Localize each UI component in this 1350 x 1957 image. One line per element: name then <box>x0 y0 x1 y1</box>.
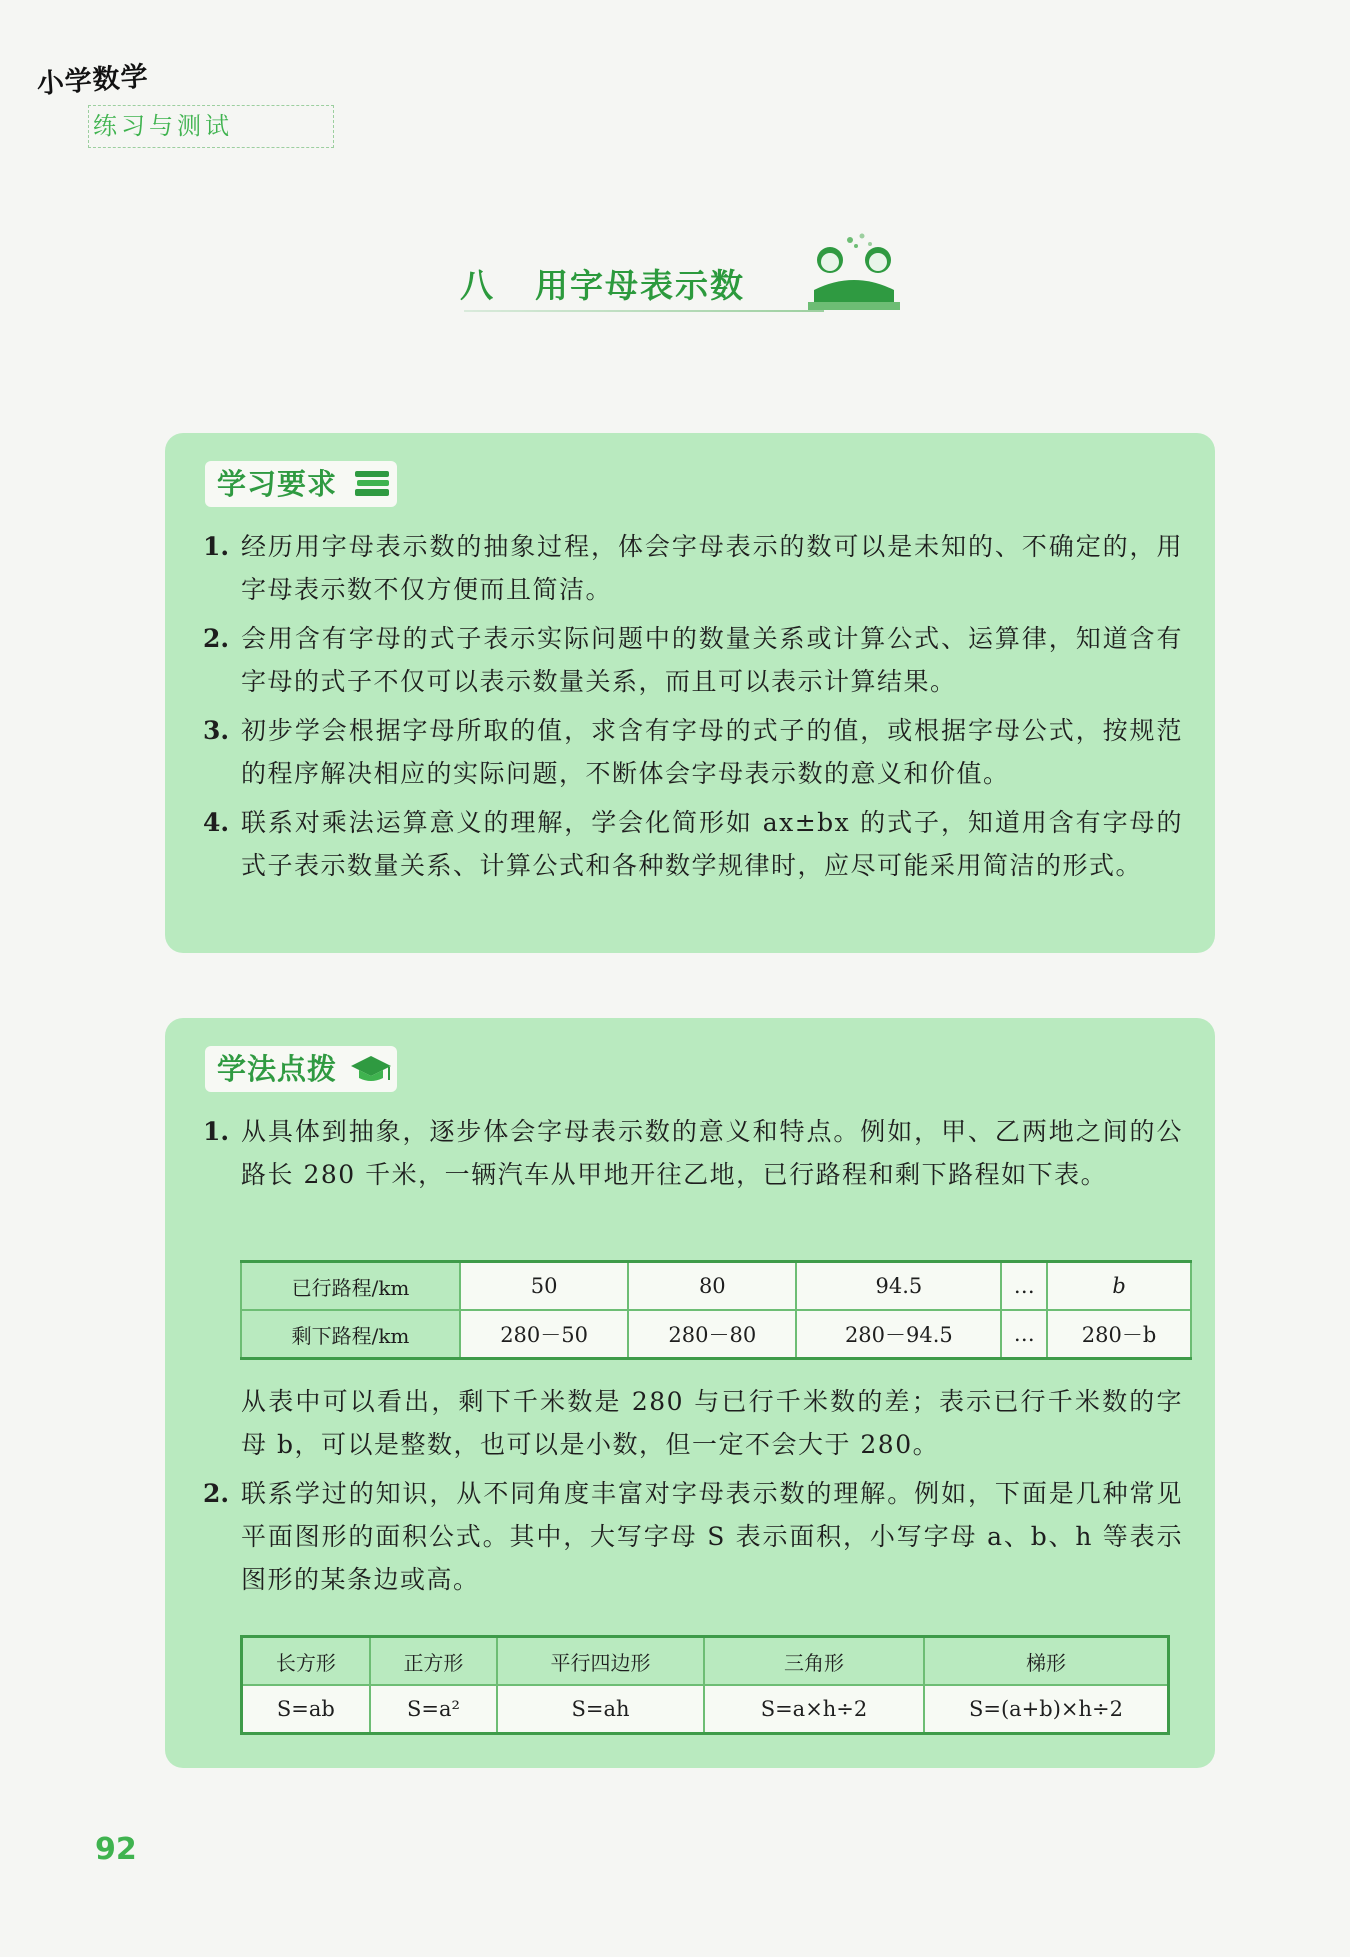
table-cell: … <box>1001 1262 1047 1311</box>
table-cell: 94.5 <box>796 1262 1001 1311</box>
formula-cell: S=ah <box>497 1685 704 1734</box>
item-number: 2. <box>203 624 230 653</box>
formula-cell: S=(a+b)×h÷2 <box>924 1685 1169 1734</box>
item-number: 1. <box>203 532 230 561</box>
list-item <box>203 801 1183 887</box>
item-number: 4. <box>203 808 230 837</box>
tag-label: 学习要求 <box>217 467 338 501</box>
list-item <box>203 525 1183 611</box>
series-subtitle: 练习与测试 <box>88 105 334 148</box>
table-row <box>242 1685 1169 1734</box>
formula-cell: S=ab <box>242 1685 370 1734</box>
chapter-heading <box>460 240 930 314</box>
item-text: 初步学会根据字母所取的值，求含有字母的式子的值，或根据字母公式，按规范的程序解决相应的实际问题，不断体会字母表示数的意义和价值。 <box>241 716 1183 788</box>
item-text: 联系学过的知识，从不同角度丰富对字母表示数的理解。例如，下面是几种常见平面图形的面积公式。其中，大写字母 S 表示面积，小写字母 a、b、h 等表示图形的某条边或高。 <box>241 1479 1183 1594</box>
book-icon <box>353 467 393 501</box>
chapter-underline <box>464 310 824 312</box>
table-cell: 280－80 <box>628 1310 796 1359</box>
shape-header: 正方形 <box>370 1637 497 1686</box>
area-formula-table <box>240 1635 1170 1735</box>
formula-cell: S=a×h÷2 <box>704 1685 924 1734</box>
series-title: 小学数学 <box>35 61 150 101</box>
list-item <box>203 709 1183 795</box>
chapter-title <box>460 260 745 307</box>
list-item <box>203 1472 1183 1601</box>
distance-table <box>240 1260 1192 1360</box>
tips-list-continued <box>203 1380 1183 1607</box>
shape-header: 三角形 <box>704 1637 924 1686</box>
table-header-row <box>242 1637 1169 1686</box>
table-cell: 80 <box>628 1262 796 1311</box>
tag-label: 学法点拨 <box>217 1052 338 1086</box>
table-row <box>241 1310 1191 1359</box>
learning-requirements-tag <box>205 461 397 507</box>
study-tips-tag <box>205 1046 397 1092</box>
requirements-list <box>203 525 1183 893</box>
series-brand <box>35 61 334 148</box>
table-cell: 50 <box>460 1262 628 1311</box>
table-cell: b <box>1047 1262 1191 1311</box>
table-cell: 280－50 <box>460 1310 628 1359</box>
graduation-cap-icon <box>349 1052 393 1086</box>
chapter-name: 用字母表示数 <box>535 266 745 305</box>
shape-header: 平行四边形 <box>497 1637 704 1686</box>
chapter-number: 八 <box>460 266 495 305</box>
row-header: 剩下路程/km <box>241 1310 460 1359</box>
study-tips-panel <box>165 1018 1215 1768</box>
shape-header: 梯形 <box>924 1637 1169 1686</box>
shape-header: 长方形 <box>242 1637 370 1686</box>
item-text: 从具体到抽象，逐步体会字母表示数的意义和特点。例如，甲、乙两地之间的公路长 280 千米，一辆汽车从甲地开往乙地，已行路程和剩下路程如下表。 <box>241 1117 1183 1189</box>
table-cell: 280－b <box>1047 1310 1191 1359</box>
explanation-paragraph: 从表中可以看出，剩下千米数是 280 与已行千米数的差；表示已行千米数的字母 b，可以是整数，也可以是小数，但一定不会大于 280。 <box>241 1387 1183 1459</box>
list-item <box>203 617 1183 703</box>
item-text: 会用含有字母的式子表示实际问题中的数量关系或计算公式、运算律，知道含有字母的式子不仅可以表示数量关系，而且可以表示计算结果。 <box>241 624 1183 696</box>
list-item <box>203 1110 1183 1196</box>
table-cell: … <box>1001 1310 1047 1359</box>
formula-cell: S=a² <box>370 1685 497 1734</box>
item-text: 联系对乘法运算意义的理解，学会化简形如 ax±bx 的式子，知道用含有字母的式子表示数量关系、计算公式和各种数学规律时，应尽可能采用简洁的形式。 <box>241 808 1183 880</box>
table-cell: 280－94.5 <box>796 1310 1001 1359</box>
item-number: 1. <box>203 1117 230 1146</box>
tips-list <box>203 1110 1183 1202</box>
page-number: 92 <box>95 1832 137 1867</box>
item-text: 经历用字母表示数的抽象过程，体会字母表示的数可以是未知的、不确定的，用字母表示数不仅方便而且简洁。 <box>241 532 1183 604</box>
item-number: 3. <box>203 716 230 745</box>
learning-requirements-panel <box>165 433 1215 953</box>
kids-reading-icon <box>800 230 910 320</box>
item-number: 2. <box>203 1479 230 1508</box>
table-row <box>241 1262 1191 1311</box>
row-header: 已行路程/km <box>241 1262 460 1311</box>
